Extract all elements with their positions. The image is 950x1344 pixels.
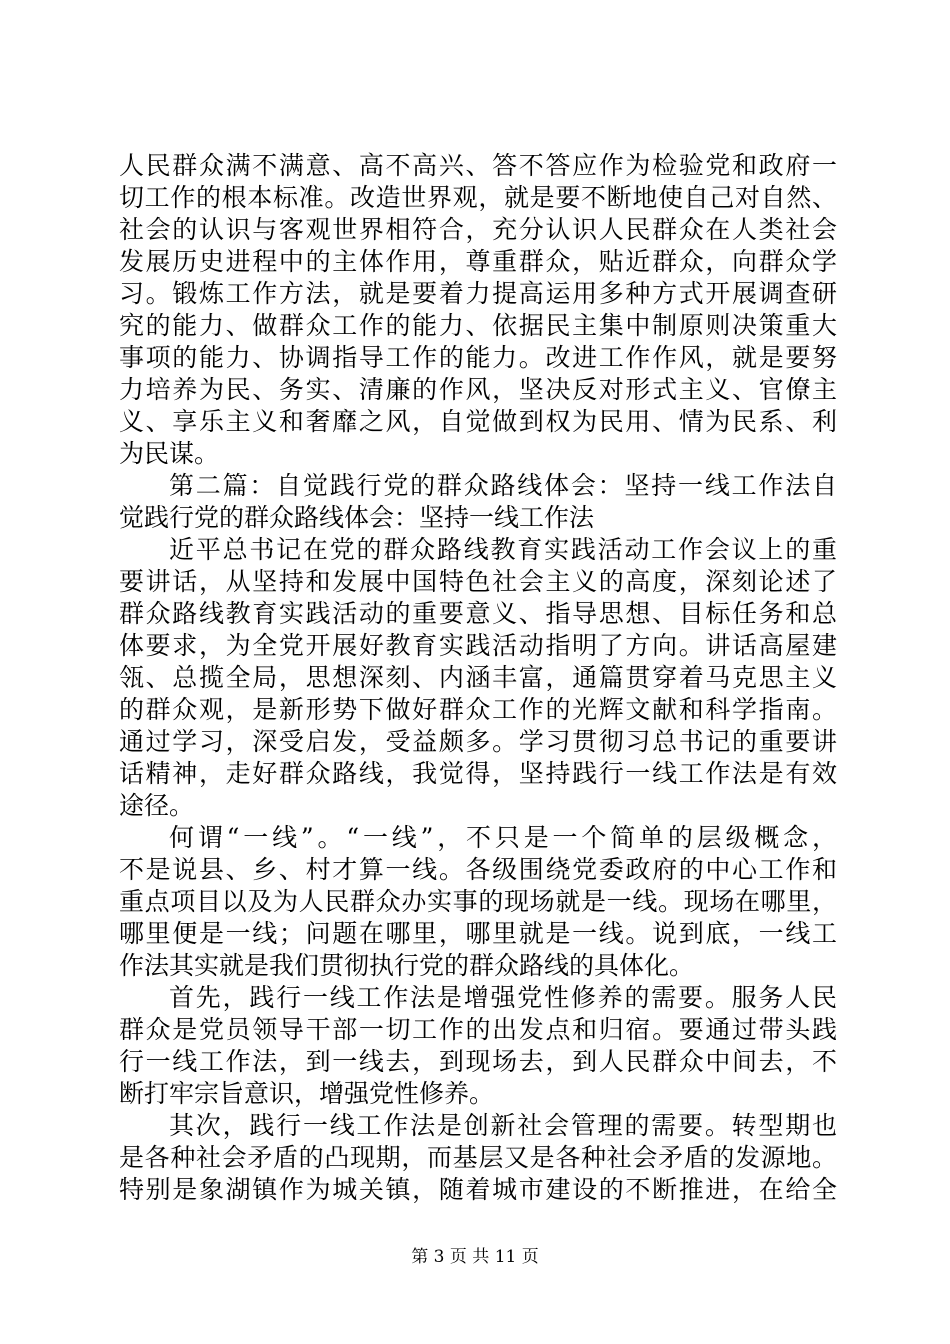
text-line: 力培养为民、务实、清廉的作风，坚决反对形式主义、官僚主 [119, 375, 837, 404]
paragraph [119, 982, 837, 1110]
paragraph [119, 150, 837, 470]
page-footer: 第 3 页 共 11 页 [411, 1247, 539, 1267]
text-line: 要讲话，从坚持和发展中国特色社会主义的高度，深刻论述了 [119, 567, 837, 596]
text-line: 通过学习，深受启发，受益颇多。学习贯彻习总书记的重要讲 [119, 727, 837, 756]
document-body [119, 150, 837, 1206]
text-line: 群众路线教育实践活动的重要意义、指导思想、目标任务和总 [119, 599, 837, 628]
text-line: 不是说县、乡、村才算一线。各级围绕党委政府的中心工作和 [119, 855, 837, 884]
text-line: 哪里便是一线；问题在哪里，哪里就是一线。说到底，一线工 [119, 919, 837, 948]
text-line: 第二篇：自觉践行党的群众路线体会：坚持一线工作法自 [169, 471, 837, 500]
text-line: 义、享乐主义和奢靡之风，自觉做到权为民用、情为民系、利 [119, 407, 837, 436]
text-line: 作法其实就是我们贯彻执行党的群众路线的具体化。 [119, 951, 695, 980]
text-line: 近平总书记在党的群众路线教育实践活动工作会议上的重 [169, 535, 837, 564]
text-line: 重点项目以及为人民群众办实事的现场就是一线。现场在哪里， [119, 887, 837, 916]
text-line: 觉践行党的群众路线体会：坚持一线工作法 [119, 503, 595, 532]
text-line: 断打牢宗旨意识，增强党性修养。 [119, 1079, 495, 1108]
text-line: 习。锻炼工作方法，就是要着力提高运用多种方式开展调查研 [119, 279, 837, 308]
text-line: 行一线工作法，到一线去，到现场去，到人民群众中间去，不 [119, 1047, 837, 1076]
text-line: 人民群众满不满意、高不高兴、答不答应作为检验党和政府一 [119, 151, 837, 180]
text-line: 切工作的根本标准。改造世界观，就是要不断地使自己对自然、 [119, 183, 837, 212]
paragraph [119, 534, 837, 822]
text-line: 究的能力、做群众工作的能力、依据民主集中制原则决策重大 [119, 311, 837, 340]
text-line: 其次，践行一线工作法是创新社会管理的需要。转型期也 [169, 1111, 837, 1140]
text-line: 的群众观，是新形势下做好群众工作的光辉文献和科学指南。 [119, 695, 837, 724]
text-line: 首先，践行一线工作法是增强党性修养的需要。服务人民 [169, 983, 837, 1012]
paragraph [119, 1110, 837, 1206]
text-line: 瓴、总揽全局，思想深刻、内涵丰富，通篇贯穿着马克思主义 [119, 663, 837, 692]
paragraph [119, 470, 837, 534]
text-line: 群众是党员领导干部一切工作的出发点和归宿。要通过带头践 [119, 1015, 837, 1044]
text-line: 体要求，为全党开展好教育实践活动指明了方向。讲话高屋建 [119, 631, 837, 660]
text-line: 事项的能力、协调指导工作的能力。改进工作作风，就是要努 [119, 343, 837, 372]
text-line: 特别是象湖镇作为城关镇，随着城市建设的不断推进，在给全 [119, 1175, 837, 1204]
text-line: 何谓“一线”。“一线”，不只是一个简单的层级概念， [169, 823, 837, 852]
text-line: 话精神，走好群众路线，我觉得，坚持践行一线工作法是有效 [119, 759, 837, 788]
text-line: 途径。 [119, 791, 195, 820]
paragraph [119, 822, 837, 982]
text-line: 发展历史进程中的主体作用，尊重群众，贴近群众，向群众学 [119, 247, 837, 276]
text-line: 社会的认识与客观世界相符合，充分认识人民群众在人类社会 [119, 215, 837, 244]
text-line: 为民谋。 [119, 439, 220, 468]
text-line: 是各种社会矛盾的凸现期，而基层又是各种社会矛盾的发源地。 [119, 1143, 837, 1172]
